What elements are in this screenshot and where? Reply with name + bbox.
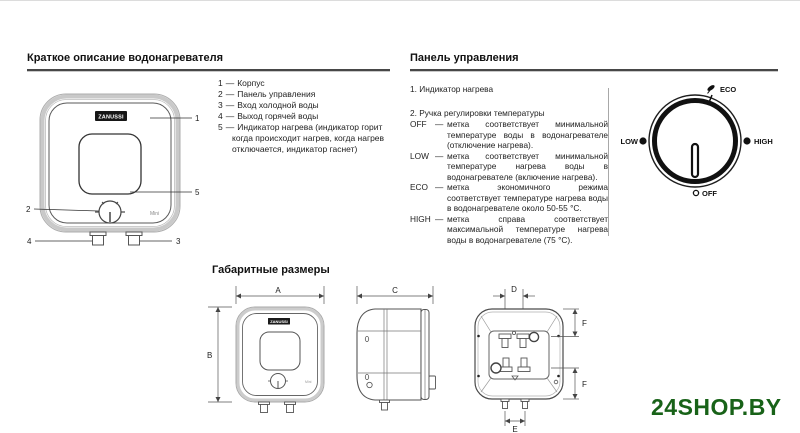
dimension-back-view	[465, 279, 595, 433]
mounting-hole-bottom	[491, 363, 501, 373]
dim-label-c: C	[392, 286, 398, 295]
callout-number-1: 1	[195, 114, 200, 123]
part-item-3: 3 — Вход холодной воды	[218, 100, 319, 110]
water-pipes	[90, 232, 142, 245]
mode-eco: ECO — метка экономичного режима соответствует температуре нагрева воды в водонагревателе около 50-55 °C.	[410, 182, 608, 213]
mode-off: OFF — метка соответствует минимальной температуре воды в водонагревателе (отключение нагрева).	[410, 119, 608, 150]
dial-pointer	[692, 144, 698, 177]
part-item-4: 4 — Выход горячей воды	[218, 111, 319, 121]
callout-number-3: 3	[176, 237, 181, 246]
front-panel	[79, 134, 141, 194]
parts-list	[218, 78, 402, 155]
eco-leaf-icon	[705, 84, 716, 94]
mode-high: HIGH — метка справа соответствует максимальной температуре нагрева воды в водонагревателе (75 °C).	[410, 213, 608, 245]
section-title-control: Панель управления	[410, 52, 778, 71]
section-title-description: Краткое описание водонагревателя	[27, 52, 390, 71]
mode-low: LOW — метка соответствует минимальной температуре нагрева воды в водонагревателе (включение нагрева).	[410, 150, 608, 182]
side-view-junction-box	[429, 376, 436, 389]
dial-low-dot	[639, 137, 646, 144]
dial-high-dot	[743, 137, 750, 144]
heater-front-diagram	[22, 87, 222, 257]
part-item-2: 2 — Панель управления	[218, 89, 316, 99]
dim-label-d: D	[511, 285, 517, 294]
vertical-divider	[608, 88, 609, 236]
dial-label-high: HIGH	[754, 137, 773, 146]
callout-number-4: 4	[27, 237, 32, 246]
brand-logo	[95, 111, 127, 121]
control-panel-text	[410, 84, 608, 245]
part-item-1: 1 — Корпус	[218, 78, 265, 88]
side-view-pipe	[380, 400, 390, 410]
shop-watermark: 24SHOP.BY	[651, 394, 782, 420]
brand-logo-text-small: ZANUSSI	[270, 319, 288, 324]
dimension-side-view	[350, 283, 445, 433]
callout-number-5: 5	[195, 188, 200, 197]
section-title-dimensions: Габаритные размеры	[212, 264, 330, 276]
dial-label-off: OFF	[702, 189, 717, 198]
back-view-pipes	[501, 399, 529, 409]
callout-number-2: 2	[26, 205, 31, 214]
dial-off-dot	[693, 190, 698, 195]
temperature-dial	[612, 77, 798, 207]
front-view-pipes	[259, 402, 296, 413]
dim-label-b: B	[207, 351, 213, 360]
brand-logo-text: ZANUSSI	[98, 114, 124, 121]
control-item-indicator: 1. Индикатор нагрева	[410, 84, 494, 94]
dim-label-f-bottom: F	[582, 380, 587, 389]
control-item-knob: 2. Ручка регулировки температуры	[410, 107, 545, 118]
dim-label-f-top: F	[582, 319, 587, 328]
mounting-hole-top	[529, 332, 538, 341]
model-label: Mini	[150, 211, 160, 217]
dial-label-eco: ECO	[720, 85, 737, 94]
model-label-small: Mini	[305, 380, 312, 384]
part-item-5: 5 — Индикатор нагрева (индикатор горит когда происходит нагрев, когда нагрев отключается, индикатор гаснет)	[218, 122, 385, 154]
dim-label-a: A	[275, 286, 281, 295]
dial-label-low: LOW	[620, 137, 638, 146]
dimension-front-view	[205, 283, 345, 433]
dim-label-e: E	[512, 425, 518, 433]
